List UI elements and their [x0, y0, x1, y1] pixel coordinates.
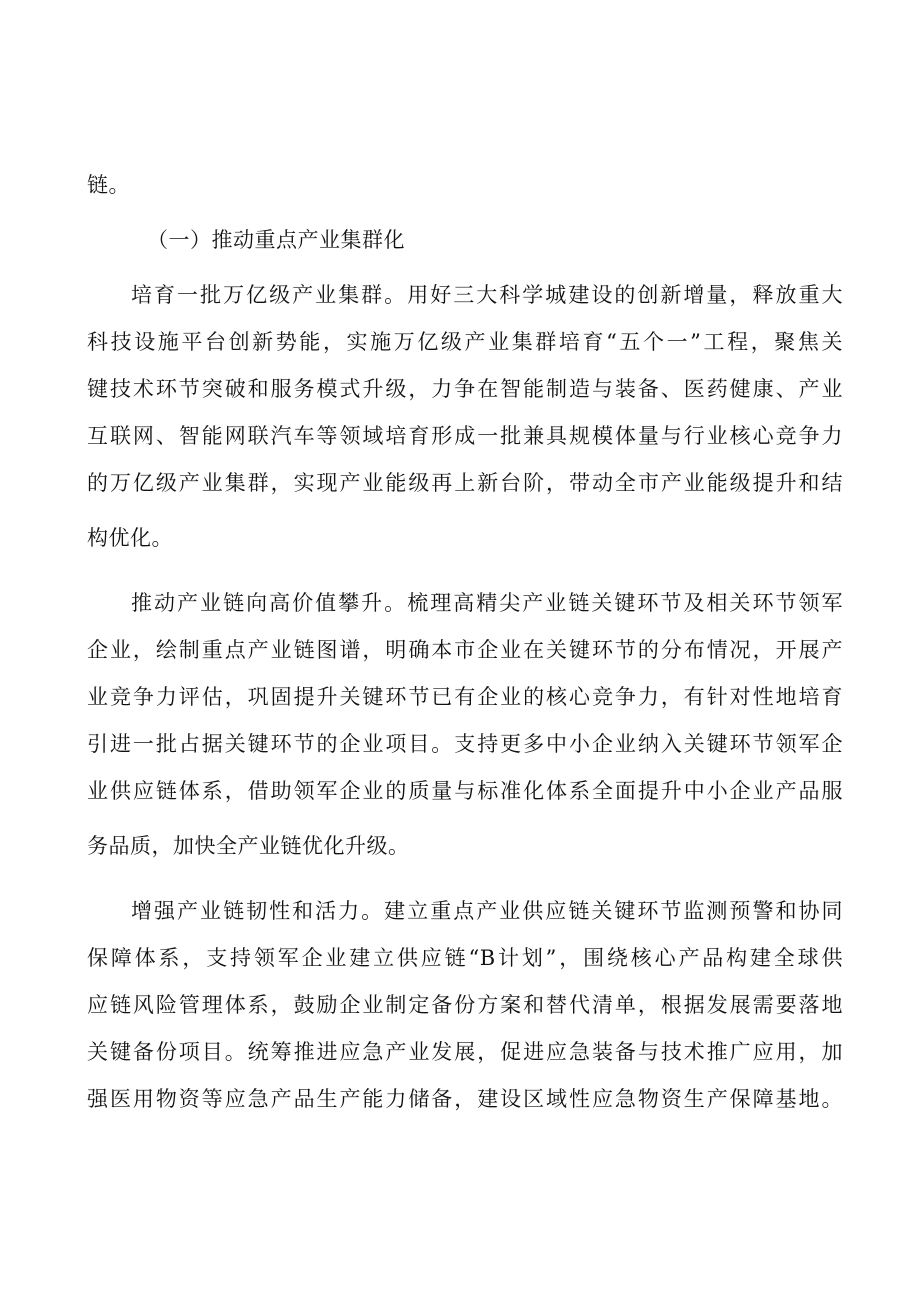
paragraph-line: 引进一批占据关键环节的企业项目。支持更多中小企业纳入关键环节领军企 — [87, 732, 843, 756]
paragraph-line: 务品质，加快全产业链优化升级。 — [87, 834, 410, 858]
paragraph-line: 强医用物资等应急产品生产能力储备，建设区域性应急物资生产保障基地。 — [87, 1087, 843, 1111]
paragraph-line: 增强产业链韧性和活力。建立重点产业供应链关键环节监测预警和协同 — [131, 899, 843, 923]
paragraph-line: 企业，绘制重点产业链图谱，明确本市企业在关键环节的分布情况，开展产 — [87, 638, 843, 662]
paragraph-line: 应链风险管理体系，鼓励企业制定备份方案和替代清单，根据发展需要落地 — [87, 993, 843, 1017]
paragraph-line: 业竞争力评估，巩固提升关键环节已有企业的核心竞争力，有针对性地培育 — [87, 685, 843, 709]
paragraph-line: 科技设施平台创新势能，实施万亿级产业集群培育“五个一”工程，聚焦关 — [87, 330, 843, 354]
paragraph-line: 键技术环节突破和服务模式升级，力争在智能制造与装备、医药健康、产业 — [87, 377, 843, 401]
paragraph-line: 培育一批万亿级产业集群。用好三大科学城建设的创新增量，释放重大 — [131, 283, 843, 307]
carryover-text: 链。 — [87, 173, 130, 197]
paragraph-line: 的万亿级产业集群，实现产业能级再上新台阶，带动全市产业能级提升和结 — [87, 471, 843, 495]
paragraph-line: 构优化。 — [87, 526, 173, 550]
paragraph-line: 关键备份项目。统筹推进应急产业发展，促进应急装备与技术推广应用，加 — [87, 1040, 843, 1064]
paragraph-line: 保障体系，支持领军企业建立供应链“B计划”，围绕核心产品构建全球供 — [87, 946, 843, 970]
paragraph-line: 推动产业链向高价值攀升。梳理高精尖产业链关键环节及相关环节领军 — [131, 591, 843, 615]
paragraph-line: 互联网、智能网联汽车等领域培育形成一批兼具规模体量与行业核心竞争力 — [87, 424, 843, 448]
paragraph-line: 业供应链体系，借助领军企业的质量与标准化体系全面提升中小企业产品服 — [87, 779, 843, 803]
section-heading: （一）推动重点产业集群化 — [147, 228, 405, 252]
